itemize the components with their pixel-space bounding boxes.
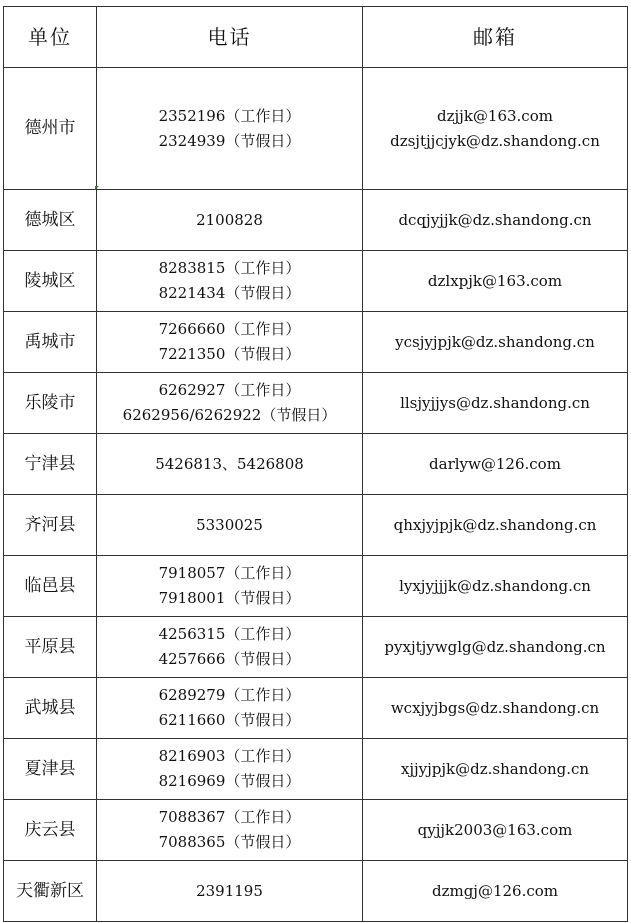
phone-cell [97,739,363,800]
table-row [4,556,628,617]
phone-number: 7918001（节假日） [158,589,301,607]
email-address[interactable]: darlyw@126.com [429,454,561,473]
email-cell [363,556,628,617]
unit-cell: 齐河县 [4,495,97,556]
phone-number: 8216903（工作日） [158,747,301,765]
phone-number: 7266660（工作日） [158,320,301,338]
phone-cell [97,861,363,922]
email-address[interactable]: dcqjyjjk@dz.shandong.cn [398,210,592,229]
phone-number: 7918057（工作日） [158,564,301,582]
corner-marker [95,186,99,190]
phone-number: 2352196（工作日） [158,106,301,125]
phone-number: 6289279（工作日） [158,686,301,704]
table-row [4,373,628,434]
table-body [4,68,628,922]
email-address[interactable]: dzlxpjk@163.com [427,271,563,290]
phone-number: 6211660（节假日） [158,711,301,729]
table-row [4,678,628,739]
email-cell [363,434,628,495]
phone-number: 6262956/6262922（节假日） [122,406,337,424]
unit-cell: 临邑县 [4,556,97,617]
email-cell [363,312,628,373]
table-row [4,68,628,190]
email-address[interactable]: qyjjk2003@163.com [417,820,573,839]
unit-cell: 宁津县 [4,434,97,495]
email-address[interactable]: wcxjyjbgs@dz.shandong.cn [390,698,600,717]
email-cell [363,373,628,434]
email-address[interactable]: llsjyjjys@dz.shandong.cn [400,393,590,412]
unit-cell: 禹城市 [4,312,97,373]
phone-cell [97,678,363,739]
table-row [4,312,628,373]
email-address[interactable]: qhxjyjpjk@dz.shandong.cn [393,515,597,534]
table-row [4,190,628,251]
email-cell [363,495,628,556]
header-phone: 电话 [97,7,363,68]
unit-cell: 德城区 [4,190,97,251]
table-row [4,495,628,556]
phone-number: 4257666（节假日） [158,650,301,668]
phone-number: 8221434（节假日） [158,284,301,302]
table-row [4,861,628,922]
phone-cell [97,190,363,251]
phone-number: 5426813、5426808 [155,454,304,473]
email-address[interactable]: pyxjtjywglg@dz.shandong.cn [384,637,606,656]
email-address[interactable]: lyxjyjjjk@dz.shandong.cn [399,576,591,595]
header-row [4,7,628,68]
phone-cell [97,251,363,312]
email-address[interactable]: dzjjk@163.com [437,106,553,125]
email-cell [363,251,628,312]
phone-number: 7088367（工作日） [158,808,301,826]
phone-cell [97,373,363,434]
email-cell [363,800,628,861]
phone-number: 2100828 [196,210,263,229]
email-cell [363,190,628,251]
table-row [4,739,628,800]
phone-number: 2324939（节假日） [158,131,301,150]
phone-cell [97,556,363,617]
table-row [4,434,628,495]
email-cell [363,678,628,739]
email-cell [363,861,628,922]
phone-number: 2391195 [196,881,263,900]
unit-cell: 夏津县 [4,739,97,800]
phone-cell [97,312,363,373]
unit-cell: 陵城区 [4,251,97,312]
phone-cell [97,495,363,556]
table-row [4,800,628,861]
email-address[interactable]: ycsjyjpjk@dz.shandong.cn [395,332,595,351]
unit-cell: 德州市 [4,68,97,190]
phone-number: 7088365（节假日） [158,833,301,851]
phone-cell [97,617,363,678]
phone-cell [97,800,363,861]
unit-cell: 天衢新区 [4,861,97,922]
phone-number: 4256315（工作日） [158,625,301,643]
unit-cell: 武城县 [4,678,97,739]
email-address[interactable]: dzmgj@126.com [431,881,559,900]
unit-cell: 乐陵市 [4,373,97,434]
table-row [4,617,628,678]
email-cell [363,739,628,800]
contact-table [3,6,628,922]
phone-number: 7221350（节假日） [158,345,301,363]
phone-cell [97,68,363,190]
unit-cell: 庆云县 [4,800,97,861]
phone-number: 8216969（节假日） [158,772,301,790]
email-cell [363,68,628,190]
phone-number: 5330025 [196,515,263,534]
table-row [4,251,628,312]
phone-cell [97,434,363,495]
unit-cell: 平原县 [4,617,97,678]
phone-number: 6262927（工作日） [158,381,301,399]
email-address[interactable]: xjjyjpjk@dz.shandong.cn [400,759,590,778]
phone-number: 8283815（工作日） [158,259,301,277]
header-email: 邮箱 [363,7,628,68]
header-unit: 单位 [4,7,97,68]
email-address[interactable]: dzsjtjjcjyk@dz.shandong.cn [390,131,600,150]
email-cell [363,617,628,678]
